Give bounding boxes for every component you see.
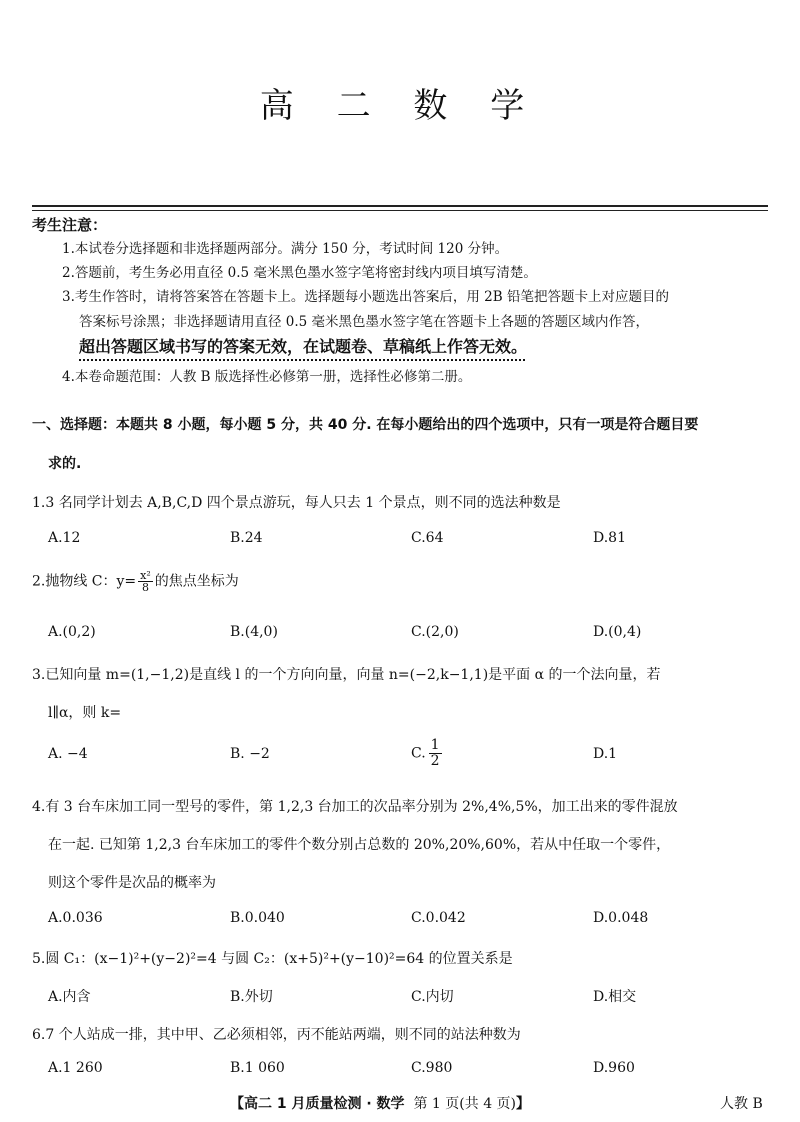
footer-edition: 人教 B bbox=[720, 1096, 763, 1112]
q1-option-c: C.64 bbox=[411, 530, 444, 546]
header-rule-thick bbox=[32, 205, 768, 207]
q5-option-b: B.外切 bbox=[230, 989, 273, 1005]
notice-item-2: 2.答题前，考生务必用直径 0.5 毫米黑色墨水签字笔将密封线内项目填写清楚。 bbox=[62, 265, 537, 281]
question-4-stem-cont1: 在一起. 已知第 1,2,3 台车床加工的零件个数分别占总数的 20%,20%,60%，若从中任取一个零件， bbox=[48, 837, 671, 853]
q2-option-a: A.(0,2) bbox=[48, 624, 96, 640]
q3-c-frac-den: 2 bbox=[430, 753, 440, 769]
q3-c-frac-num: 1 bbox=[430, 737, 440, 753]
notice-item-4: 4.本卷命题范围：人教 B 版选择性必修第一册，选择性必修第二册。 bbox=[62, 369, 472, 385]
q5-option-d: D.相交 bbox=[593, 989, 637, 1005]
q1-option-b: B.24 bbox=[230, 530, 263, 546]
q6-option-c: C.980 bbox=[411, 1060, 453, 1076]
q2-option-c: C.(2,0) bbox=[411, 624, 459, 640]
q3-option-c-fraction bbox=[429, 738, 442, 769]
notice-emphasis: 超出答题区域书写的答案无效，在试题卷、草稿纸上作答无效。 bbox=[79, 337, 528, 356]
header-rule-thin bbox=[32, 210, 768, 211]
question-1-stem: 1.3 名同学计划去 A,B,C,D 四个景点游玩，每人只去 1 个景点，则不同的选法种数是 bbox=[32, 495, 561, 511]
question-4-stem-cont2: 则这个零件是次品的概率为 bbox=[48, 875, 216, 891]
notice-item-3-cont: 答案标号涂黑；非选择题请用直径 0.5 毫米黑色墨水签字笔在答题卡上各题的答题区域内作答， bbox=[79, 314, 650, 330]
q6-option-d: D.960 bbox=[593, 1060, 635, 1076]
q6-option-a: A.1 260 bbox=[48, 1060, 103, 1076]
q5-option-c: C.内切 bbox=[411, 989, 454, 1005]
page-title: 高 二 数 学 bbox=[259, 86, 541, 126]
q3-option-b: B. −2 bbox=[230, 746, 270, 762]
question-6-stem: 6.7 个人站成一排，其中甲、乙必须相邻，丙不能站两端，则不同的站法种数为 bbox=[32, 1027, 521, 1043]
q5-option-a: A.内含 bbox=[48, 989, 91, 1005]
q2-option-d: D.(0,4) bbox=[593, 624, 642, 640]
q1-option-a: A.12 bbox=[48, 530, 81, 546]
q1-option-d: D.81 bbox=[593, 530, 626, 546]
notice-heading: 考生注意： bbox=[32, 216, 108, 234]
q3-option-c bbox=[411, 738, 442, 769]
q4-option-c: C.0.042 bbox=[411, 910, 466, 926]
q4-option-b: B.0.040 bbox=[230, 910, 285, 926]
section-heading: 一、选择题：本题共 8 小题，每小题 5 分，共 40 分. 在每小题给出的四个选项中，只有一项是符合题目要 bbox=[32, 417, 699, 433]
section-heading-cont: 求的. bbox=[48, 456, 82, 472]
q2-stem-pre: 2.抛物线 C：y= bbox=[32, 573, 137, 590]
q3-option-a: A. −4 bbox=[48, 746, 88, 762]
q3-option-d: D.1 bbox=[593, 746, 618, 762]
question-3-stem-cont: l∥α，则 k= bbox=[48, 705, 122, 721]
q2-option-b: B.(4,0) bbox=[230, 624, 278, 640]
question-2-stem bbox=[32, 570, 239, 593]
q6-option-b: B.1 060 bbox=[230, 1060, 285, 1076]
footer-info bbox=[230, 1093, 530, 1113]
q2-fraction bbox=[138, 570, 153, 593]
q2-frac-den: 8 bbox=[141, 581, 149, 594]
notice-item-1: 1.本试卷分选择题和非选择题两部分。满分 150 分，考试时间 120 分钟。 bbox=[62, 241, 509, 257]
q4-option-d: D.0.048 bbox=[593, 910, 649, 926]
footer-page: 第 1 页(共 4 页) bbox=[413, 1096, 517, 1112]
q2-stem-post: 的焦点坐标为 bbox=[154, 573, 239, 590]
q2-frac-num: x² bbox=[140, 569, 151, 582]
footer-bracket-left: 【 bbox=[230, 1096, 244, 1112]
notice-item-3: 3.考生作答时，请将答案答在答题卡上。选择题每小题选出答案后，用 2B 铅笔把答题卡上对应题目的 bbox=[62, 289, 669, 305]
question-4-stem: 4.有 3 台车床加工同一型号的零件，第 1,2,3 台加工的次品率分别为 2%,4%,5%，加工出来的零件混放 bbox=[32, 799, 678, 815]
footer-exam-name: 高二 1 月质量检测 · 数学 bbox=[244, 1096, 405, 1112]
q4-option-a: A.0.036 bbox=[48, 910, 103, 926]
q3-option-c-label: C. bbox=[411, 745, 426, 762]
footer-bracket-right: 】 bbox=[516, 1096, 531, 1112]
question-5-stem: 5.圆 C₁：(x−1)²+(y−2)²=4 与圆 C₂：(x+5)²+(y−10)²=64 的位置关系是 bbox=[32, 951, 513, 967]
question-3-stem: 3.已知向量 m=(1,−1,2)是直线 l 的一个方向向量，向量 n=(−2,k−1,1)是平面 α 的一个法向量，若 bbox=[32, 667, 661, 683]
